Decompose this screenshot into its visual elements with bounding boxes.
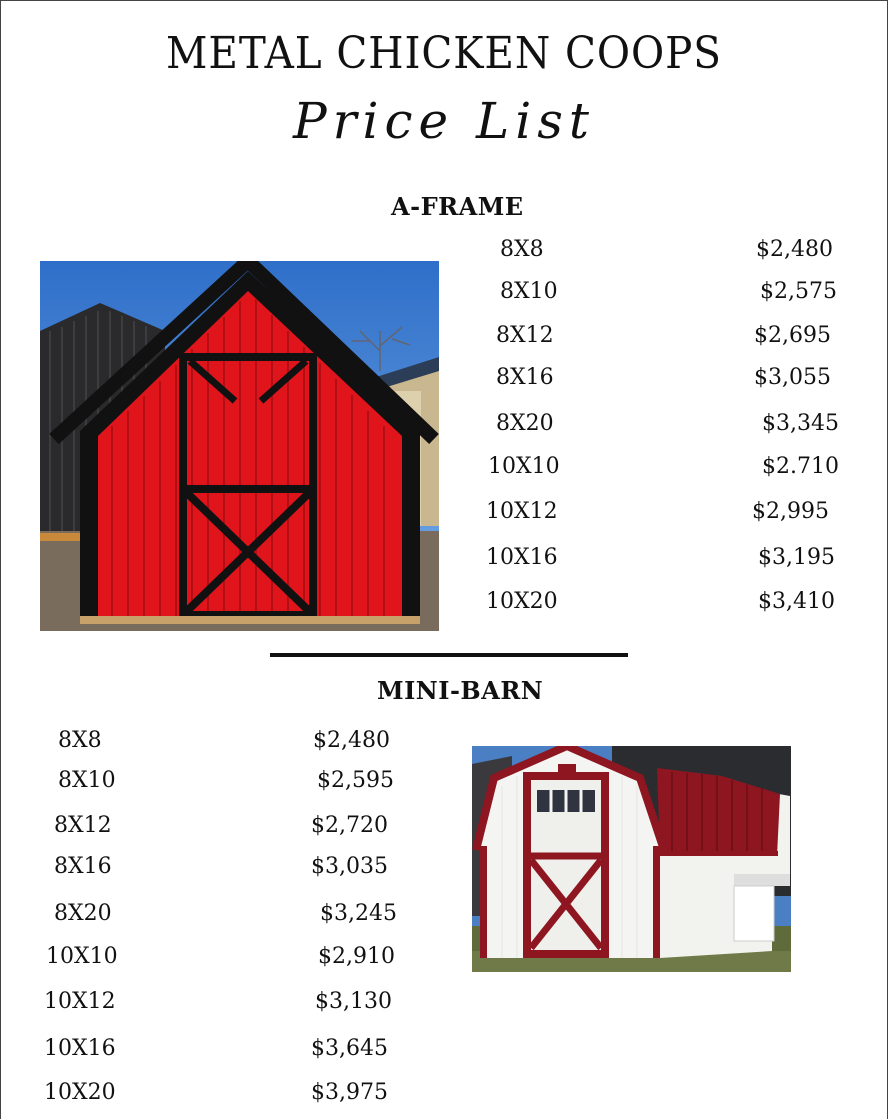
size-label: 10X16 — [44, 1036, 116, 1061]
price-value: $2,720 — [311, 813, 388, 838]
size-label: 8X12 — [496, 323, 554, 348]
section-divider — [270, 653, 628, 657]
size-label: 8X10 — [58, 768, 116, 793]
size-label: 10X16 — [486, 545, 558, 570]
page-subtitle: Price List — [293, 92, 595, 150]
price-value: $3,410 — [758, 589, 835, 614]
price-value: $2,595 — [317, 768, 394, 793]
size-label: 8X16 — [54, 854, 112, 879]
price-value: $2,995 — [752, 499, 829, 524]
size-label: 10X10 — [46, 944, 118, 969]
size-label: 8X10 — [500, 279, 558, 304]
price-value: $2,480 — [756, 237, 833, 262]
page-title: METAL CHICKEN COOPS — [166, 28, 722, 79]
price-value: $3,055 — [754, 365, 831, 390]
size-label: 8X8 — [500, 237, 544, 262]
minibarn-coop-photo — [472, 746, 791, 972]
price-value: $3,245 — [320, 901, 397, 926]
size-label: 10X12 — [44, 989, 116, 1014]
size-label: 10X20 — [486, 589, 558, 614]
price-value: $2.710 — [762, 454, 839, 479]
minibarn-section-heading: MINI-BARN — [377, 676, 544, 705]
size-label: 10X20 — [44, 1080, 116, 1105]
price-value: $3,345 — [762, 411, 839, 436]
aframe-section-heading: A-FRAME — [391, 192, 524, 221]
size-label: 10X10 — [488, 454, 560, 479]
price-value: $3,645 — [311, 1036, 388, 1061]
price-value: $2,910 — [318, 944, 395, 969]
price-value: $3,035 — [311, 854, 388, 879]
aframe-coop-photo — [40, 261, 439, 631]
size-label: 10X12 — [486, 499, 558, 524]
price-value: $2,480 — [313, 728, 390, 753]
size-label: 8X20 — [54, 901, 112, 926]
size-label: 8X12 — [54, 813, 112, 838]
size-label: 8X16 — [496, 365, 554, 390]
price-value: $2,695 — [754, 323, 831, 348]
size-label: 8X8 — [58, 728, 102, 753]
price-value: $2,575 — [760, 279, 837, 304]
price-value: $3,195 — [758, 545, 835, 570]
price-value: $3,130 — [315, 989, 392, 1014]
price-value: $3,975 — [311, 1080, 388, 1105]
size-label: 8X20 — [496, 411, 554, 436]
